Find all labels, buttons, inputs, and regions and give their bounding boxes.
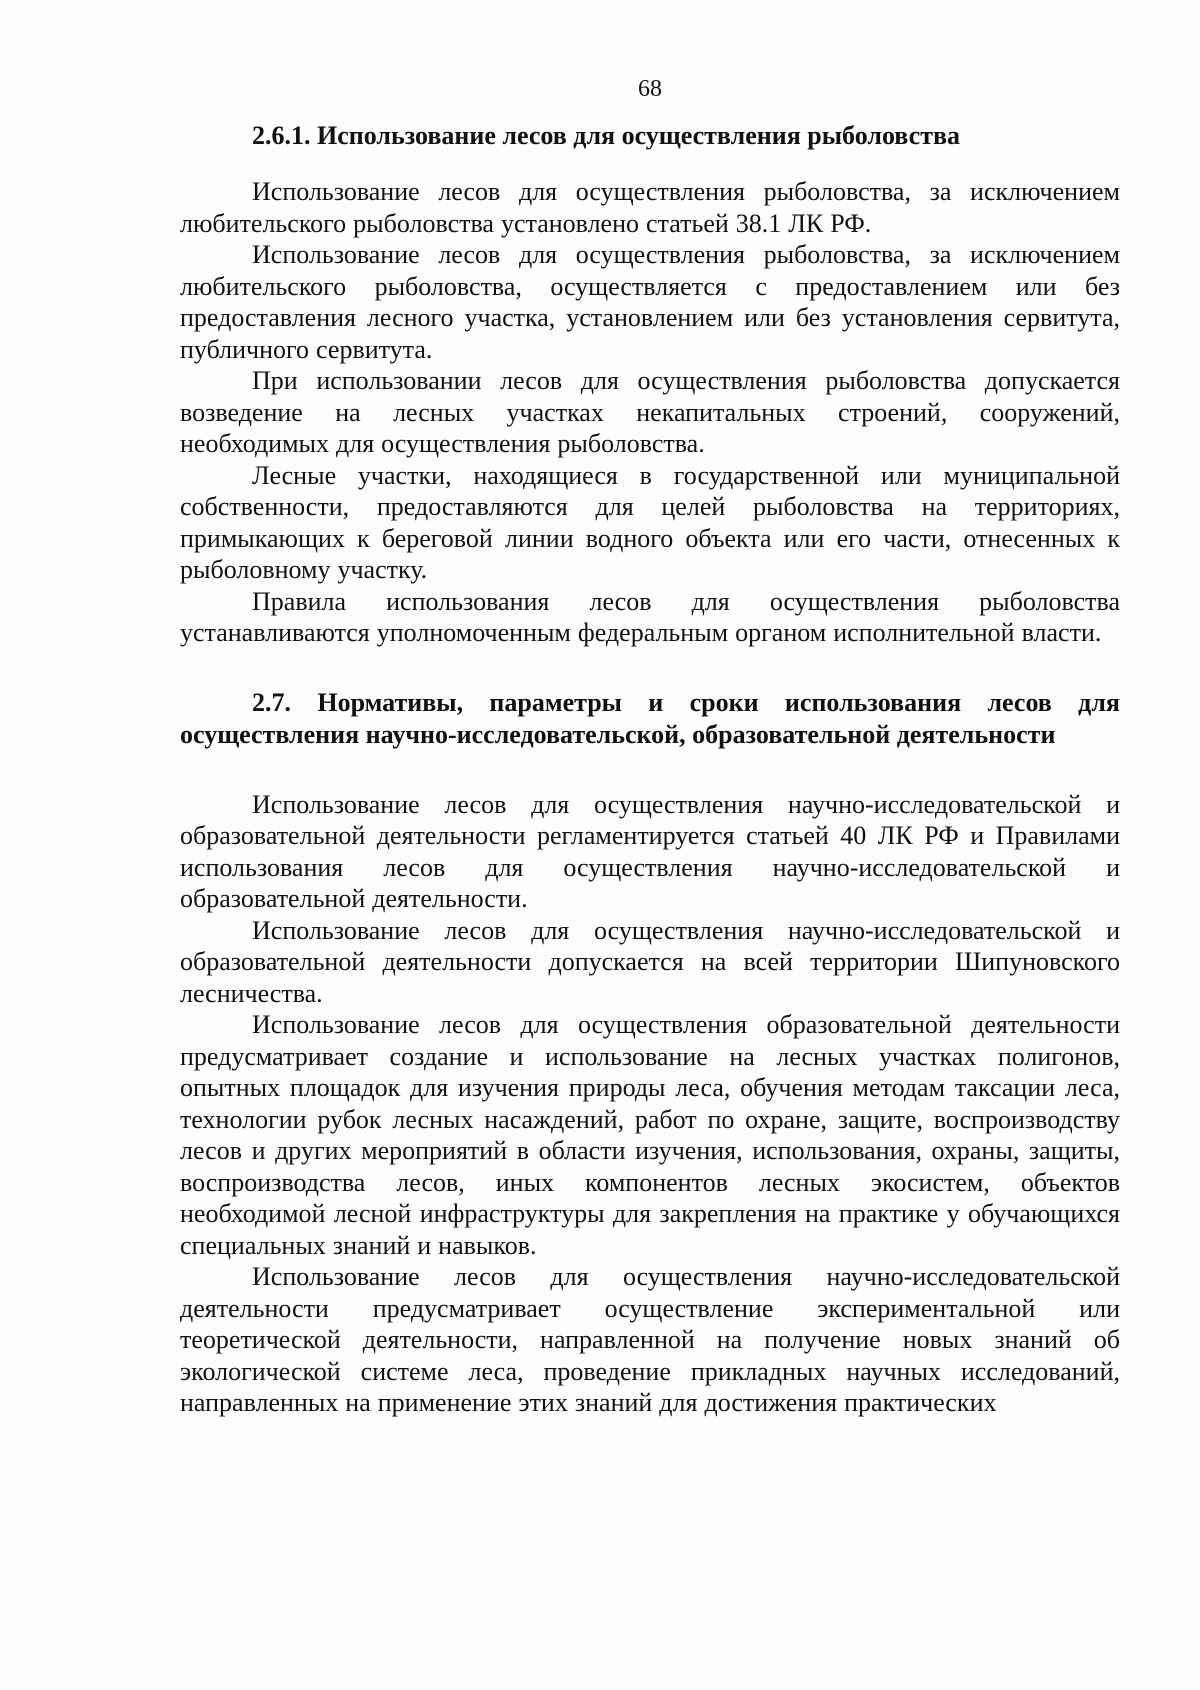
paragraph: Использование лесов для осуществления рыболовства, за исключением любительского рыболовства, осуществляется с предоставлением или без предоставления лесного участка, установлением или без установления сервитута, публичного сервитута.	[180, 240, 1120, 364]
paragraph: Использование лесов для осуществления образовательной деятельности предусматривает создание и использование на лесных участках полигонов, опытных площадок для изучения природы леса, обучения методам таксации леса, технологии рубок лесных насаждений, работ по охране, защите, воспроизводству лесов и других мероприятий в области изучения, использования, охраны, защиты, воспроизводства лесов, иных компонентов лесных экосистем, объектов необходимой лесной инфраструктуры для закрепления на практике у обучающихся специальных знаний и навыков.	[180, 1010, 1120, 1260]
paragraph: При использовании лесов для осуществления рыболовства допускается возведение на лесных участках некапитальных строений, сооружений, необходимых для осуществления рыболовства.	[180, 366, 1120, 458]
paragraph: Использование лесов для осуществления научно-исследовательской и образовательной деятельности допускается на всей территории Шипуновского лесничества.	[180, 915, 1120, 1008]
section-research-education	[180, 687, 1120, 1419]
section-fishing	[180, 120, 1120, 649]
paragraph: Лесные участки, находящиеся в государственной или муниципальной собственности, предоставляются для целей рыболовства на территориях, примыкающих к береговой линии водного объекта или его части, отнесенных к рыболовному участку.	[180, 460, 1120, 584]
paragraph: Использование лесов для осуществления научно-исследовательской деятельности предусматривает осуществление экспериментальной или теоретической деятельности, направленной на получение новых знаний об экологической системе леса, проведение прикладных научных исследований, направленных на применение этих знаний для достижения практических	[180, 1262, 1120, 1417]
section-heading-2-6-1: 2.6.1. Использование лесов для осуществления рыболовства	[252, 121, 961, 150]
paragraph: Использование лесов для осуществления рыболовства, за исключением любительского рыболовства установлено статьей 38.1 ЛК РФ.	[180, 177, 1120, 238]
paragraph: Правила использования лесов для осуществления рыболовства устанавливаются уполномоченным федеральным органом исполнительной власти.	[180, 586, 1120, 647]
page-content	[180, 120, 1120, 1419]
section-heading-2-7: 2.7. Нормативы, параметры и сроки использования лесов для осуществления научно-исследовательской, образовательной деятельности	[180, 687, 1120, 749]
paragraph: Использование лесов для осуществления научно-исследовательской и образовательной деятельности регламентируется статьей 40 ЛК РФ и Правилами использования лесов для осуществления научно-исследовательской и образовательной деятельности.	[180, 789, 1120, 913]
page-number: 68	[638, 76, 662, 102]
